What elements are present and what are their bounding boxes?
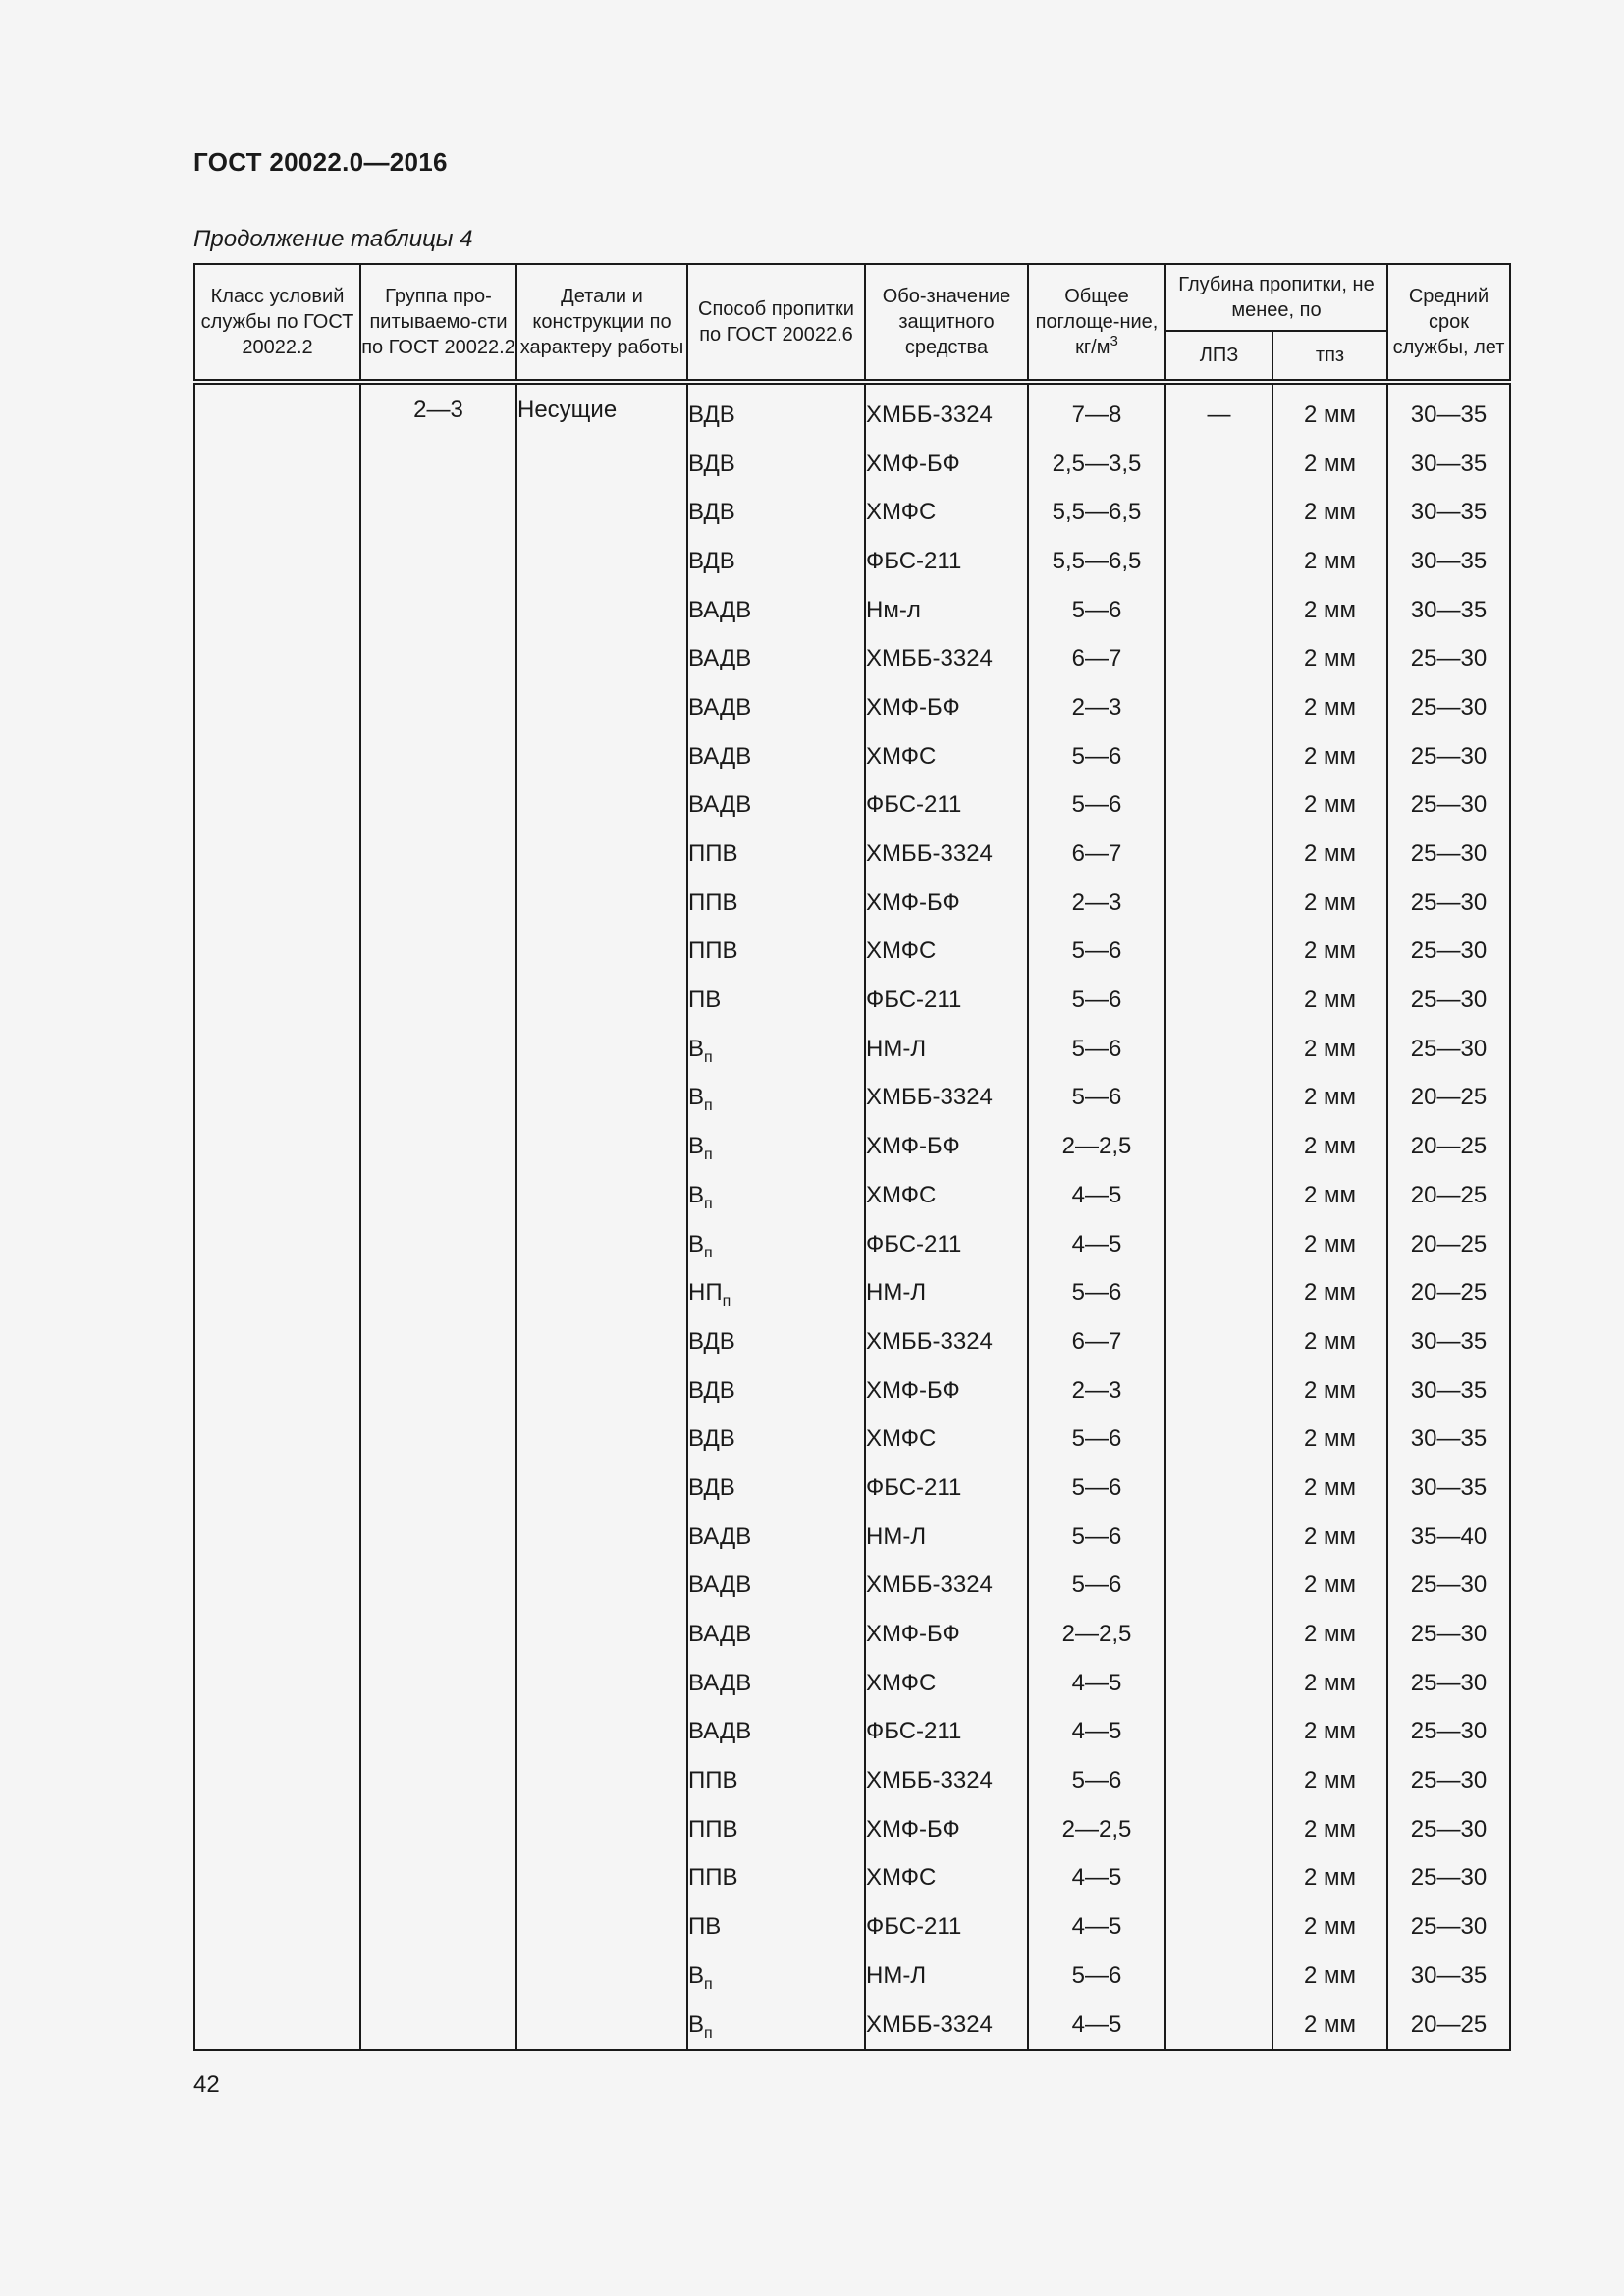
cell-absorption: 5,5—6,5 <box>1028 537 1165 586</box>
cell-absorption: 2—2,5 <box>1028 1122 1165 1171</box>
cell-method <box>687 586 865 635</box>
cell-depth-tpz: 2 мм <box>1272 1464 1387 1513</box>
cell-depth-tpz: 2 мм <box>1272 1220 1387 1269</box>
cell-method <box>687 781 865 830</box>
header-depth-tpz: тпз <box>1272 331 1387 382</box>
cell-absorption: 2—2,5 <box>1028 1610 1165 1659</box>
cell-designation: ХМББ-3324 <box>865 1074 1028 1123</box>
cell-designation: ХМФС <box>865 1854 1028 1903</box>
cell-designation: ХМФ-БФ <box>865 440 1028 489</box>
method-text: ВДВ <box>688 400 735 428</box>
method-subscript: п <box>704 1097 713 1115</box>
cell-service-life: 20—25 <box>1387 1268 1510 1317</box>
method-text: ППВ <box>688 888 738 916</box>
cell-depth-lpz <box>1165 586 1272 635</box>
header-absorption-text: Общее поглоще-ние, кг/м <box>1035 286 1159 358</box>
method-text: ВАДВ <box>688 791 752 819</box>
cell-absorption: 5—6 <box>1028 1074 1165 1123</box>
cell-designation: ФБС-211 <box>865 781 1028 830</box>
cell-method <box>687 976 865 1025</box>
cell-method <box>687 928 865 977</box>
cell-service-life: 30—35 <box>1387 1464 1510 1513</box>
cell-depth-tpz: 2 мм <box>1272 488 1387 537</box>
cell-absorption: 4—5 <box>1028 2001 1165 2051</box>
cell-absorption: 5—6 <box>1028 976 1165 1025</box>
cell-depth-lpz <box>1165 1268 1272 1317</box>
cell-service-life: 20—25 <box>1387 1122 1510 1171</box>
cell-absorption: 5—6 <box>1028 1025 1165 1074</box>
cell-depth-lpz <box>1165 440 1272 489</box>
method-text: В <box>688 1181 705 1208</box>
cell-absorption: 2—3 <box>1028 1366 1165 1415</box>
cell-depth-tpz: 2 мм <box>1272 634 1387 683</box>
cell-depth-lpz <box>1165 1171 1272 1220</box>
cell-service-life: 25—30 <box>1387 1756 1510 1805</box>
cell-designation: ХМФС <box>865 488 1028 537</box>
cell-service-life: 25—30 <box>1387 781 1510 830</box>
cell-depth-lpz <box>1165 829 1272 879</box>
cell-service-life: 20—25 <box>1387 2001 1510 2051</box>
cell-service-life: 20—25 <box>1387 1220 1510 1269</box>
cell-service-class <box>194 382 360 2050</box>
cell-method <box>687 1562 865 1611</box>
method-subscript: п <box>704 1244 713 1261</box>
cell-depth-tpz: 2 мм <box>1272 1317 1387 1366</box>
cell-depth-lpz <box>1165 537 1272 586</box>
table-caption: Продолжение таблицы 4 <box>193 226 473 252</box>
cell-method <box>687 1317 865 1366</box>
cell-method <box>687 1805 865 1854</box>
cell-depth-lpz <box>1165 1317 1272 1366</box>
cell-absorption: 5—6 <box>1028 1951 1165 2001</box>
cell-method <box>687 382 865 440</box>
cell-depth-tpz: 2 мм <box>1272 2001 1387 2051</box>
table-body <box>194 382 1510 2050</box>
cell-designation: ХМББ-3324 <box>865 382 1028 440</box>
table-row <box>194 382 1510 440</box>
header-group: Группа про-питываемо-сти по ГОСТ 20022.2 <box>360 264 516 382</box>
cell-designation: ХМФС <box>865 928 1028 977</box>
method-text: ППВ <box>688 1815 738 1842</box>
cell-absorption: 2—3 <box>1028 879 1165 928</box>
cell-absorption: 7—8 <box>1028 382 1165 440</box>
cell-method <box>687 488 865 537</box>
cell-absorption: 5—6 <box>1028 781 1165 830</box>
cell-depth-tpz: 2 мм <box>1272 1805 1387 1854</box>
cell-designation: ХМББ-3324 <box>865 634 1028 683</box>
cell-method <box>687 1415 865 1464</box>
cell-service-life: 25—30 <box>1387 1610 1510 1659</box>
cell-depth-tpz: 2 мм <box>1272 879 1387 928</box>
cell-absorption: 5—6 <box>1028 1464 1165 1513</box>
cell-designation: ФБС-211 <box>865 537 1028 586</box>
cell-method <box>687 440 865 489</box>
cell-absorption: 4—5 <box>1028 1220 1165 1269</box>
cell-depth-tpz: 2 мм <box>1272 1513 1387 1562</box>
cell-method <box>687 732 865 781</box>
cell-absorption: 4—5 <box>1028 1708 1165 1757</box>
cell-service-life: 25—30 <box>1387 1708 1510 1757</box>
method-text: В <box>688 2010 705 2038</box>
cell-method <box>687 1854 865 1903</box>
cell-method <box>687 1659 865 1708</box>
cell-service-life: 25—30 <box>1387 829 1510 879</box>
cell-designation: ХМФ-БФ <box>865 683 1028 732</box>
cell-method <box>687 1122 865 1171</box>
cell-depth-tpz: 2 мм <box>1272 1708 1387 1757</box>
method-text: ВАДВ <box>688 645 752 672</box>
cell-designation: ХМФ-БФ <box>865 879 1028 928</box>
cell-method <box>687 2001 865 2051</box>
cell-designation: ХМББ-3324 <box>865 1562 1028 1611</box>
cell-designation: НМ-Л <box>865 1951 1028 2001</box>
cell-depth-tpz: 2 мм <box>1272 586 1387 635</box>
cell-designation: ФБС-211 <box>865 1464 1028 1513</box>
cell-absorption: 5—6 <box>1028 1415 1165 1464</box>
cell-method <box>687 1268 865 1317</box>
cell-designation: Нм-л <box>865 586 1028 635</box>
cell-depth-tpz: 2 мм <box>1272 732 1387 781</box>
header-service-class: Класс условий службы по ГОСТ 20022.2 <box>194 264 360 382</box>
cell-service-life: 25—30 <box>1387 1805 1510 1854</box>
document-code: ГОСТ 20022.0—2016 <box>193 147 448 177</box>
method-text: ВАДВ <box>688 1718 752 1745</box>
cell-method <box>687 1902 865 1951</box>
cell-absorption: 2,5—3,5 <box>1028 440 1165 489</box>
cell-service-life: 25—30 <box>1387 879 1510 928</box>
method-text: ВДВ <box>688 1425 735 1453</box>
cell-absorption: 6—7 <box>1028 634 1165 683</box>
cell-method <box>687 1756 865 1805</box>
cell-service-life: 30—35 <box>1387 586 1510 635</box>
cell-method <box>687 1464 865 1513</box>
cell-service-life: 25—30 <box>1387 634 1510 683</box>
cell-designation: ХМББ-3324 <box>865 1317 1028 1366</box>
cell-designation: ХМФС <box>865 1415 1028 1464</box>
cell-absorption: 6—7 <box>1028 829 1165 879</box>
cell-depth-lpz <box>1165 1415 1272 1464</box>
cell-service-life: 25—30 <box>1387 683 1510 732</box>
cell-absorption: 4—5 <box>1028 1854 1165 1903</box>
cell-service-life: 35—40 <box>1387 1513 1510 1562</box>
cell-depth-lpz <box>1165 1708 1272 1757</box>
cell-service-life: 30—35 <box>1387 1366 1510 1415</box>
cell-depth-lpz <box>1165 928 1272 977</box>
cell-absorption: 2—2,5 <box>1028 1805 1165 1854</box>
cell-depth-tpz: 2 мм <box>1272 440 1387 489</box>
cell-service-life: 20—25 <box>1387 1074 1510 1123</box>
method-text: ВАДВ <box>688 1572 752 1599</box>
cell-depth-lpz <box>1165 1464 1272 1513</box>
method-subscript: п <box>704 1048 713 1066</box>
cell-service-life: 25—30 <box>1387 1025 1510 1074</box>
cell-service-life: 25—30 <box>1387 1562 1510 1611</box>
cell-method <box>687 1610 865 1659</box>
cell-depth-tpz: 2 мм <box>1272 1025 1387 1074</box>
cell-service-life: 30—35 <box>1387 1317 1510 1366</box>
cell-service-life: 20—25 <box>1387 1171 1510 1220</box>
cell-method <box>687 634 865 683</box>
cell-designation: ФБС-211 <box>865 1902 1028 1951</box>
cell-depth-lpz <box>1165 1854 1272 1903</box>
cell-depth-tpz: 2 мм <box>1272 781 1387 830</box>
cell-service-life: 25—30 <box>1387 928 1510 977</box>
cell-depth-lpz <box>1165 1562 1272 1611</box>
cell-depth-lpz <box>1165 683 1272 732</box>
cell-service-life: 30—35 <box>1387 537 1510 586</box>
method-text: ППВ <box>688 840 738 868</box>
cell-method <box>687 537 865 586</box>
cell-method <box>687 1171 865 1220</box>
method-text: В <box>688 1035 705 1062</box>
table-header <box>194 264 1510 382</box>
cell-depth-lpz <box>1165 1220 1272 1269</box>
cell-method <box>687 829 865 879</box>
cell-depth-tpz: 2 мм <box>1272 1074 1387 1123</box>
cell-depth-tpz: 2 мм <box>1272 829 1387 879</box>
cell-method <box>687 1025 865 1074</box>
cell-service-life: 30—35 <box>1387 440 1510 489</box>
cell-method <box>687 1074 865 1123</box>
method-text: НП <box>688 1279 723 1307</box>
method-text: В <box>688 1133 705 1160</box>
cell-designation: ХМФ-БФ <box>865 1366 1028 1415</box>
cell-absorption: 5—6 <box>1028 732 1165 781</box>
header-absorption <box>1028 264 1165 382</box>
cell-service-life: 25—30 <box>1387 1659 1510 1708</box>
method-text: ПВ <box>688 987 722 1014</box>
cell-absorption: 5—6 <box>1028 1513 1165 1562</box>
cell-absorption: 6—7 <box>1028 1317 1165 1366</box>
cell-depth-lpz <box>1165 879 1272 928</box>
header-method: Способ пропитки по ГОСТ 20022.6 <box>687 264 865 382</box>
cell-depth-tpz: 2 мм <box>1272 1854 1387 1903</box>
method-text: ВАДВ <box>688 693 752 721</box>
cell-depth-tpz: 2 мм <box>1272 1659 1387 1708</box>
cell-depth-lpz <box>1165 732 1272 781</box>
cell-service-life: 30—35 <box>1387 382 1510 440</box>
cell-depth-lpz <box>1165 781 1272 830</box>
header-depth: Глубина пропитки, не менее, по <box>1165 264 1387 331</box>
method-text: В <box>688 1230 705 1257</box>
method-text: ВДВ <box>688 499 735 526</box>
cell-depth-lpz <box>1165 634 1272 683</box>
method-text: ВАДВ <box>688 742 752 770</box>
method-text: ВАДВ <box>688 1621 752 1648</box>
method-text: ПВ <box>688 1913 722 1941</box>
data-table <box>193 263 1511 2051</box>
cell-depth-tpz: 2 мм <box>1272 1610 1387 1659</box>
cell-depth-lpz: — <box>1165 382 1272 440</box>
cell-depth-tpz: 2 мм <box>1272 928 1387 977</box>
cell-depth-tpz: 2 мм <box>1272 1415 1387 1464</box>
method-subscript: п <box>722 1293 731 1310</box>
cell-designation: ФБС-211 <box>865 1708 1028 1757</box>
cell-service-life: 30—35 <box>1387 488 1510 537</box>
cell-method <box>687 879 865 928</box>
method-text: В <box>688 1084 705 1111</box>
cell-depth-tpz: 2 мм <box>1272 1562 1387 1611</box>
method-subscript: п <box>704 1147 713 1164</box>
cell-absorption: 5—6 <box>1028 586 1165 635</box>
cell-designation: ФБС-211 <box>865 976 1028 1025</box>
cell-depth-lpz <box>1165 1902 1272 1951</box>
cell-absorption: 5—6 <box>1028 1268 1165 1317</box>
method-subscript: п <box>704 1975 713 1993</box>
cell-depth-lpz <box>1165 1074 1272 1123</box>
cell-designation: НМ-Л <box>865 1025 1028 1074</box>
cell-depth-lpz <box>1165 1513 1272 1562</box>
cell-service-life: 25—30 <box>1387 1854 1510 1903</box>
cell-depth-lpz <box>1165 1366 1272 1415</box>
method-subscript: п <box>704 1195 713 1212</box>
cell-depth-tpz: 2 мм <box>1272 1171 1387 1220</box>
cell-depth-tpz: 2 мм <box>1272 1122 1387 1171</box>
cell-depth-lpz <box>1165 1951 1272 2001</box>
cell-designation: ХМББ-3324 <box>865 829 1028 879</box>
cell-absorption: 4—5 <box>1028 1902 1165 1951</box>
cell-depth-tpz: 2 мм <box>1272 1366 1387 1415</box>
cell-designation: ХМФ-БФ <box>865 1805 1028 1854</box>
cell-designation: НМ-Л <box>865 1268 1028 1317</box>
cell-depth-lpz <box>1165 1610 1272 1659</box>
cell-depth-lpz <box>1165 1122 1272 1171</box>
method-text: ВАДВ <box>688 1669 752 1696</box>
cell-designation: ХМФС <box>865 1659 1028 1708</box>
cell-depth-tpz: 2 мм <box>1272 1756 1387 1805</box>
cell-depth-tpz: 2 мм <box>1272 1268 1387 1317</box>
cell-method <box>687 1513 865 1562</box>
cell-depth-tpz: 2 мм <box>1272 537 1387 586</box>
cell-depth-tpz: 2 мм <box>1272 1951 1387 2001</box>
header-details: Детали и конструкции по характеру работы <box>516 264 687 382</box>
cell-depth-lpz <box>1165 976 1272 1025</box>
cell-absorption: 5—6 <box>1028 1562 1165 1611</box>
cell-service-life: 25—30 <box>1387 976 1510 1025</box>
cell-service-life: 25—30 <box>1387 1902 1510 1951</box>
method-text: ВДВ <box>688 1327 735 1355</box>
cell-depth-tpz: 2 мм <box>1272 976 1387 1025</box>
cell-method <box>687 683 865 732</box>
header-service-life: Средний срок службы, лет <box>1387 264 1510 382</box>
cell-designation: ХМФ-БФ <box>865 1610 1028 1659</box>
method-text: ППВ <box>688 937 738 965</box>
cell-depth-tpz: 2 мм <box>1272 382 1387 440</box>
cell-depth-lpz <box>1165 1659 1272 1708</box>
method-text: ППВ <box>688 1767 738 1794</box>
cell-designation: ФБС-211 <box>865 1220 1028 1269</box>
method-text: ВДВ <box>688 547 735 574</box>
cell-depth-lpz <box>1165 1025 1272 1074</box>
method-subscript: п <box>704 2024 713 2042</box>
cell-depth-lpz <box>1165 1805 1272 1854</box>
cell-designation: ХМФ-БФ <box>865 1122 1028 1171</box>
cell-absorption: 4—5 <box>1028 1171 1165 1220</box>
cell-designation: ХМФС <box>865 732 1028 781</box>
cell-service-life: 30—35 <box>1387 1951 1510 2001</box>
method-text: В <box>688 1961 705 1989</box>
cell-service-life: 30—35 <box>1387 1415 1510 1464</box>
cell-method <box>687 1366 865 1415</box>
header-designation: Обо-значение защитного средства <box>865 264 1028 382</box>
cell-depth-lpz <box>1165 2001 1272 2051</box>
page-number: 42 <box>193 2071 220 2098</box>
cell-absorption: 5,5—6,5 <box>1028 488 1165 537</box>
method-text: ВДВ <box>688 1376 735 1404</box>
header-depth-lpz: ЛПЗ <box>1165 331 1272 382</box>
cell-depth-lpz <box>1165 488 1272 537</box>
cell-depth-tpz: 2 мм <box>1272 683 1387 732</box>
cell-absorption: 5—6 <box>1028 928 1165 977</box>
cell-group: 2—3 <box>360 382 516 2050</box>
cell-depth-lpz <box>1165 1756 1272 1805</box>
cell-designation: НМ-Л <box>865 1513 1028 1562</box>
cell-method <box>687 1708 865 1757</box>
cell-service-life: 25—30 <box>1387 732 1510 781</box>
method-text: ВАДВ <box>688 1522 752 1550</box>
cell-designation: ХМББ-3324 <box>865 2001 1028 2051</box>
cell-depth-tpz: 2 мм <box>1272 1902 1387 1951</box>
cell-method <box>687 1220 865 1269</box>
cell-details: Несущие <box>516 382 687 2050</box>
method-text: ВДВ <box>688 1473 735 1501</box>
cell-method <box>687 1951 865 2001</box>
method-text: ВДВ <box>688 450 735 477</box>
cell-absorption: 2—3 <box>1028 683 1165 732</box>
cell-absorption: 4—5 <box>1028 1659 1165 1708</box>
method-text: ППВ <box>688 1864 738 1892</box>
method-text: ВАДВ <box>688 596 752 623</box>
cell-designation: ХМББ-3324 <box>865 1756 1028 1805</box>
header-absorption-sup: 3 <box>1110 333 1118 349</box>
cell-designation: ХМФС <box>865 1171 1028 1220</box>
cell-absorption: 5—6 <box>1028 1756 1165 1805</box>
